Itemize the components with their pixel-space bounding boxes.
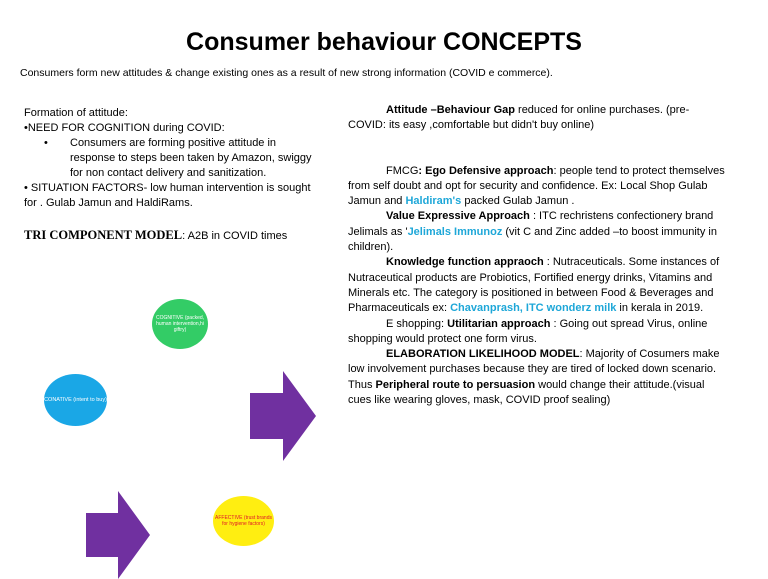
elaboration-likelihood-paragraph: ELABORATION LIKELIHOOD MODEL: Majority of Cosumers make low involvement purchases because they are tired of locked down scenario. Thus Peripheral route to persuasion would change their attitude.(visual cues like wearing gloves, mask, COVID proof sealing) bbox=[348, 348, 720, 407]
fmcg-paragraph: FMCG: Ego Defensive approach: people tend to protect themselves from self doubt and opt for security and confidence. Ex: Local Shop Gulab Jamun and Haldiram's packed Gulab Jamun . bbox=[348, 164, 725, 208]
bullet: • bbox=[24, 182, 28, 194]
need-for-cognition: •NEED FOR COGNITION during COVID: bbox=[24, 122, 225, 134]
right-column bbox=[348, 103, 726, 408]
tri-component-model bbox=[24, 228, 287, 243]
cognitive-circle bbox=[152, 299, 208, 349]
value-expressive-paragraph: Value Expressive Approach : ITC rechristens confectionery brand Jelimals as 'Jelimals Immunoz (vit C and Zinc added –to boost immunity in children). bbox=[348, 210, 717, 254]
affective-circle bbox=[213, 496, 274, 546]
e-shopping-paragraph: E shopping: Utilitarian approach : Going out spread Virus, online shopping would protect one form virus. bbox=[348, 317, 708, 345]
conative-label: CONATIVE (intent to buy) bbox=[44, 396, 107, 403]
slide-title: Consumer behaviour CONCEPTS bbox=[186, 28, 582, 56]
knowledge-function-paragraph: Knowledge function appraoch : Nutraceuticals. Some instances of Nutraceutical products are Probiotics, Fortified energy drinks, Vitamins and Minerals etc. The category is positioned in between Food & Beverages and Pharmaceuticals ex: Chavanprash, ITC wonderz milk in kerala in 2019. bbox=[348, 256, 720, 315]
affective-label: AFFECTIVE (trust brands for hygiene factors) bbox=[215, 515, 272, 527]
list-item: • Consumers are forming positive attitude in response to steps been taken by Amazon, swiggy for non contact delivery and sanitization. bbox=[56, 136, 324, 181]
formation-heading: Formation of attitude: bbox=[24, 107, 128, 119]
tri-rest: : A2B in COVID times bbox=[182, 230, 288, 242]
left-column bbox=[24, 106, 324, 211]
situation-factors: • SITUATION FACTORS- low human intervention is sought for . Gulab Jamun and HaldiRams. bbox=[24, 182, 311, 209]
slide-subtitle: Consumers form new attitudes & change existing ones as a result of new strong information (COVID e commerce). bbox=[20, 67, 553, 79]
conative-circle bbox=[44, 374, 107, 426]
cognition-sublist bbox=[24, 136, 324, 181]
attitude-behaviour-gap: Attitude –Behaviour Gap reduced for online purchases. (pre-COVID: its easy ,comfortable but didn't buy online) bbox=[348, 104, 690, 132]
cognitive-label: COGNITIVE (packed, human intervention,hi giftry) bbox=[155, 315, 205, 333]
right-arrow-icon bbox=[250, 371, 316, 461]
tri-heading: TRI COMPONENT MODEL bbox=[24, 228, 183, 242]
right-arrow-icon bbox=[86, 491, 150, 579]
bullet: • bbox=[24, 122, 28, 134]
